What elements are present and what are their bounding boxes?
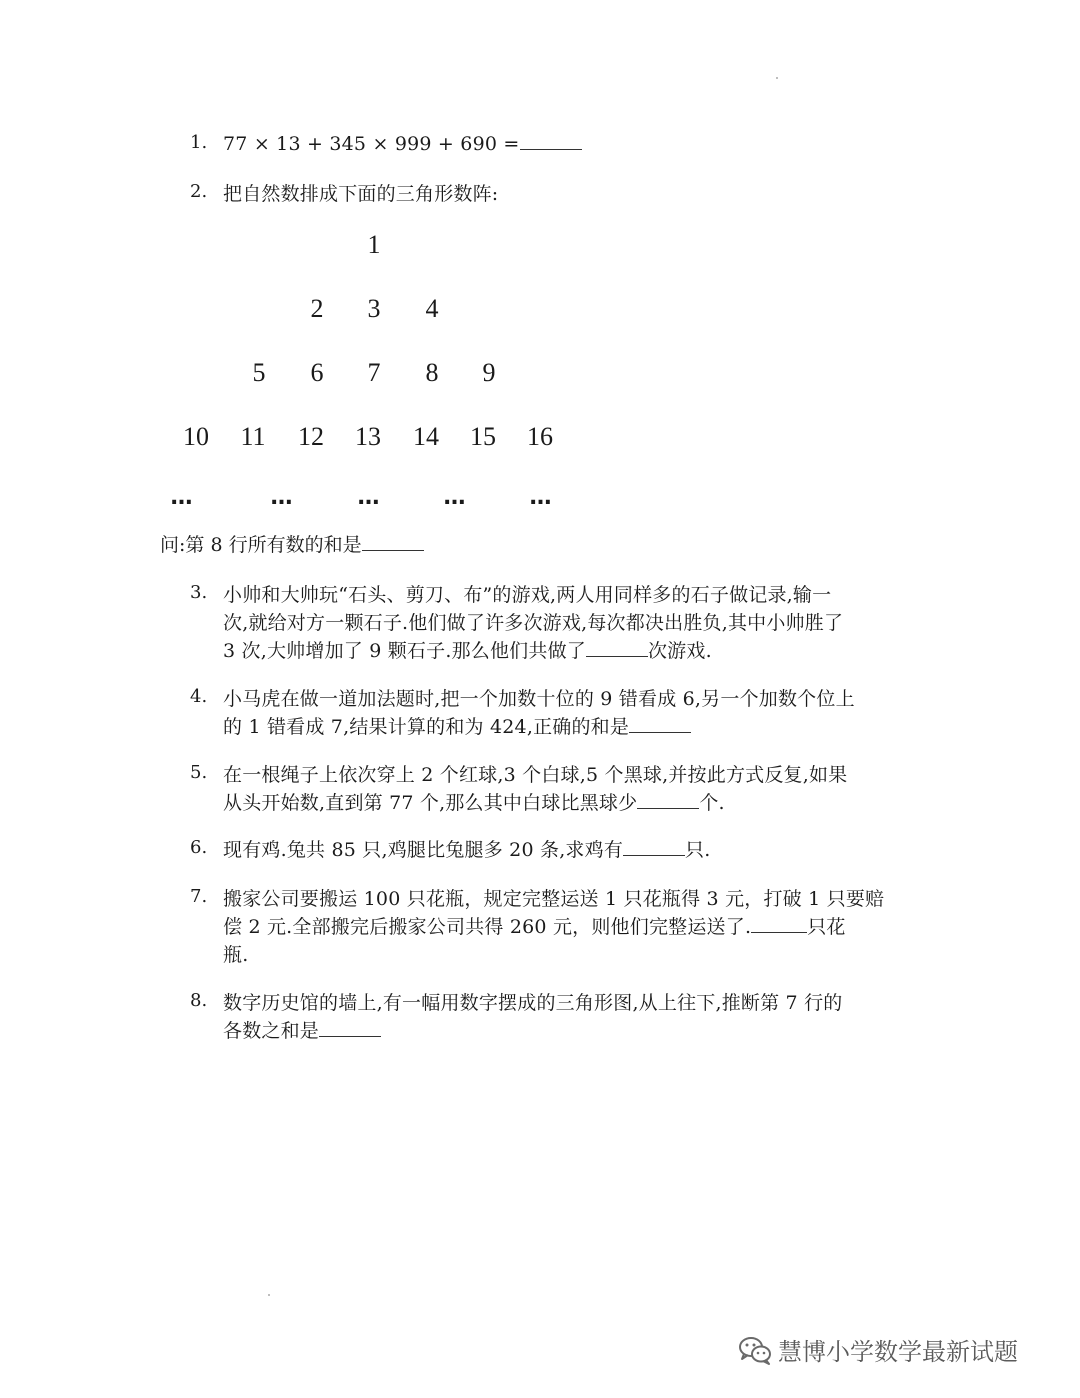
triangle-cell: 12 xyxy=(298,422,324,451)
triangle-cell: 2 xyxy=(310,294,324,323)
question-1 xyxy=(223,130,582,155)
question-7-line-1: 搬家公司要搬运 100 只花瓶，规定完整运送 1 只花瓶得 3 元，打破 1 只要赔 xyxy=(223,888,885,910)
answer-blank xyxy=(629,713,691,733)
triangle-cell: 13 xyxy=(355,422,381,451)
question-3-line-2: 次,就给对方一颗石子.他们做了许多次游戏,每次都决出胜负,其中小帅胜了 xyxy=(223,612,844,634)
scan-speck xyxy=(776,77,778,79)
question-8-line-2: 各数之和是 xyxy=(223,1016,381,1043)
continuation-dots: … xyxy=(357,485,379,510)
triangle-cell: 10 xyxy=(183,422,209,451)
question-2-ask: 问:第 8 行所有数的和是 xyxy=(160,530,424,557)
scan-speck xyxy=(268,1294,270,1296)
triangle-cell: 15 xyxy=(470,422,496,451)
question-2-number: 2. xyxy=(190,181,208,202)
question-8-line-1: 数字历史馆的墙上,有一幅用数字摆成的三角形图,从上往下,推断第 7 行的 xyxy=(223,992,843,1014)
question-7-number: 7. xyxy=(190,886,208,907)
continuation-dots: … xyxy=(270,485,292,510)
question-7-line-3: 瓶. xyxy=(223,944,249,966)
question-3-line-3: 3 次,大帅增加了 9 颗石子.那么他们共做了 次游戏. xyxy=(223,636,712,663)
watermark-text: 慧博小学数学最新试题 xyxy=(778,1338,1018,1366)
answer-blank xyxy=(623,836,685,856)
question-4-line-1: 小马虎在做一道加法题时,把一个加数十位的 9 错看成 6,另一个加数个位上 xyxy=(223,688,855,710)
question-3-line-1: 小帅和大帅玩“石头、剪刀、布”的游戏,两人用同样多的石子做记录,输一 xyxy=(223,584,832,606)
triangle-cell: 7 xyxy=(367,358,381,387)
question-4-line-2: 的 1 错看成 7,结果计算的和为 424,正确的和是 xyxy=(223,712,691,739)
triangle-cell: 3 xyxy=(367,294,381,323)
question-2-text: 把自然数排成下面的三角形数阵: xyxy=(223,183,499,205)
triangle-cell: 5 xyxy=(252,358,266,387)
question-6-number: 6. xyxy=(190,837,208,858)
triangle-cell: 6 xyxy=(310,358,324,387)
triangle-cell: 16 xyxy=(527,422,553,451)
triangle-cell: 14 xyxy=(413,422,439,451)
answer-blank xyxy=(520,130,582,150)
question-5-number: 5. xyxy=(190,762,208,783)
triangle-cell: 8 xyxy=(425,358,439,387)
triangle-cell: 11 xyxy=(240,422,266,451)
question-1-formula: 77 × 13 + 345 × 999 + 690 = xyxy=(223,133,520,155)
answer-blank xyxy=(319,1017,381,1037)
continuation-dots: … xyxy=(443,485,465,510)
watermark xyxy=(738,1332,1018,1367)
question-4-number: 4. xyxy=(190,686,208,707)
continuation-dots: … xyxy=(529,485,551,510)
answer-blank xyxy=(751,913,807,933)
wechat-icon xyxy=(738,1335,772,1365)
question-5-line-1: 在一根绳子上依次穿上 2 个红球,3 个白球,5 个黑球,并按此方式反复,如果 xyxy=(223,764,848,786)
question-5-line-2: 从头开始数,直到第 77 个,那么其中白球比黑球少 个. xyxy=(223,788,725,815)
question-8-number: 8. xyxy=(190,990,208,1011)
question-7-line-2: 偿 2 元.全部搬完后搬家公司共得 260 元，则他们完整运送了. 只花 xyxy=(223,912,846,939)
triangle-cell: 4 xyxy=(425,294,439,323)
question-3-number: 3. xyxy=(190,582,208,603)
continuation-dots: … xyxy=(170,485,192,510)
answer-blank xyxy=(637,789,699,809)
question-1-number: 1. xyxy=(190,132,208,153)
triangle-cell: 1 xyxy=(367,230,381,259)
triangle-cell: 9 xyxy=(482,358,496,387)
answer-blank xyxy=(586,637,648,657)
answer-blank xyxy=(362,531,424,551)
question-6-line-1: 现有鸡.兔共 85 只,鸡腿比兔腿多 20 条,求鸡有 只. xyxy=(223,835,710,862)
